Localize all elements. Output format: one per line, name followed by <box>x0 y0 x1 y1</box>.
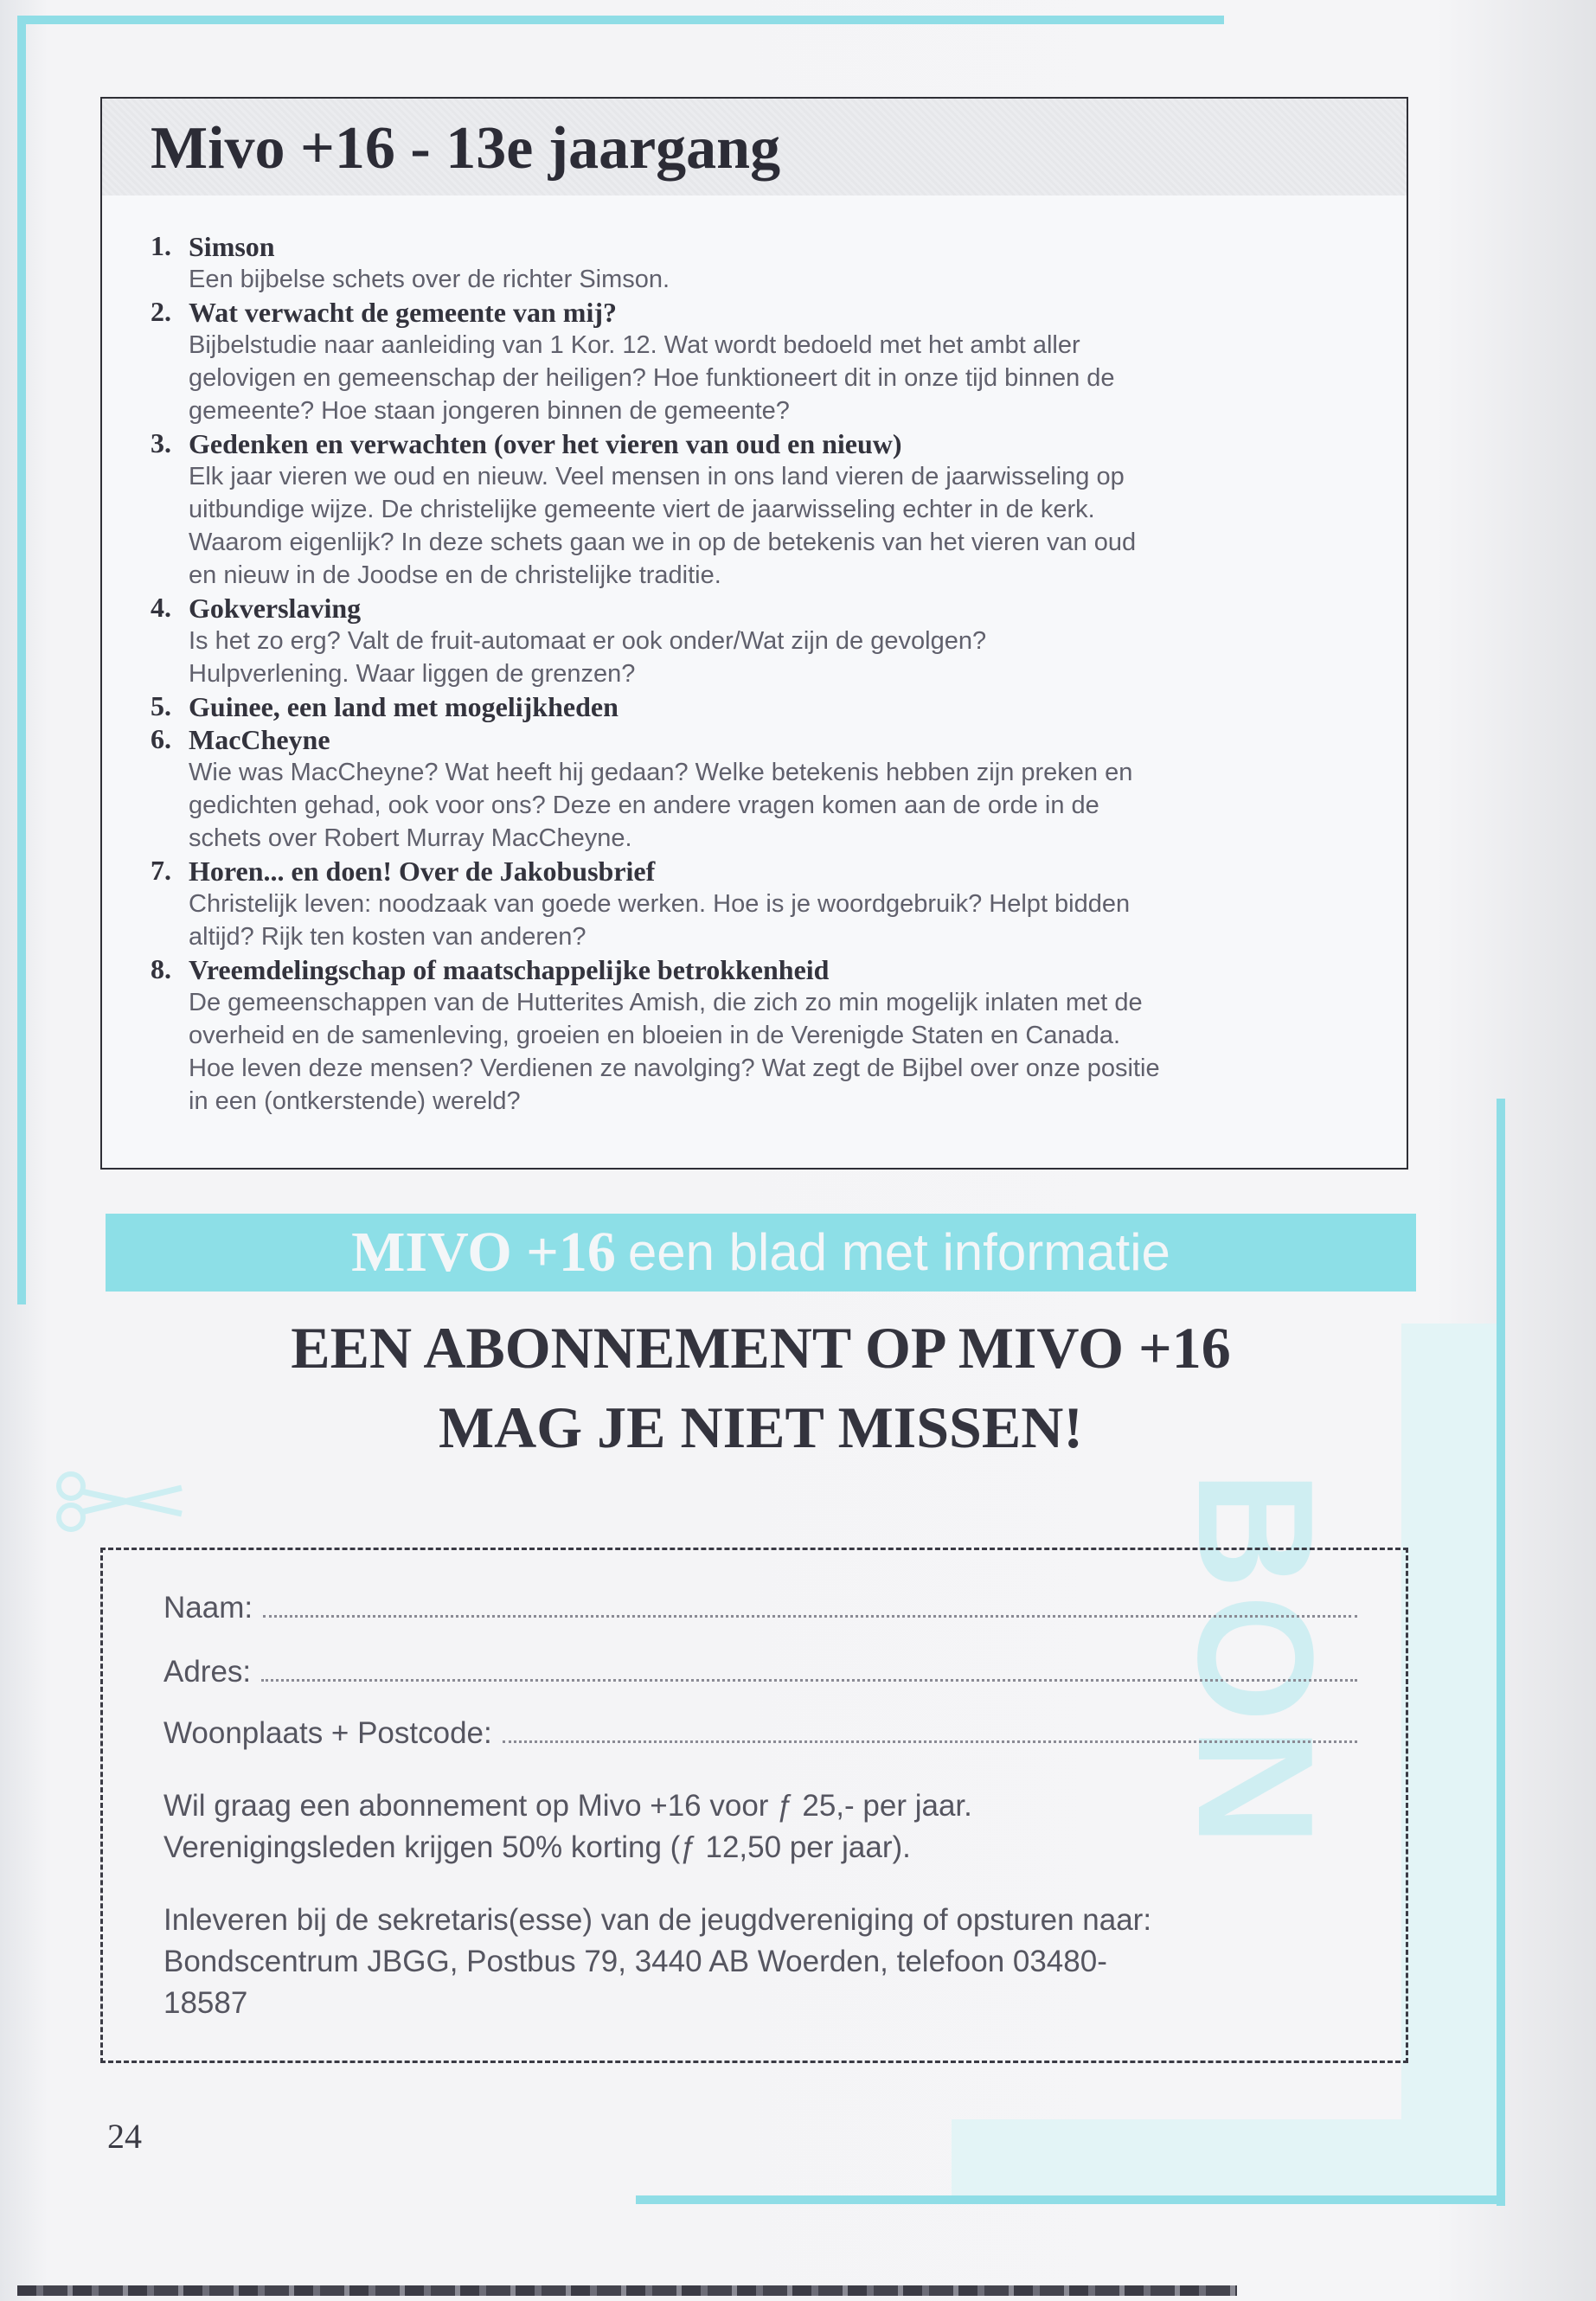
topic-number: 4. <box>151 592 171 623</box>
offer-line-2: Verenigingsleden krijgen 50% korting (ƒ 12,50 per jaar). <box>163 1830 911 1864</box>
address-field[interactable] <box>163 1650 1357 1689</box>
headline-line-1: EEN ABONNEMENT OP MIVO +16 <box>291 1315 1231 1381</box>
topic-description-line: Christelijk leven: noodzaak van goede werken. Hoe is je woordgebruik? Helpt bidden <box>189 890 1131 918</box>
address-field-label: Adres: <box>163 1655 252 1689</box>
subscription-headline <box>106 1308 1416 1467</box>
headline-line-2: MAG JE NIET MISSEN! <box>439 1394 1083 1460</box>
delivery-text <box>163 1900 1357 2024</box>
decor-panel-right <box>1401 1324 1505 2189</box>
scissors-icon <box>52 1462 190 1540</box>
bon-watermark: BON <box>1163 1471 1347 1852</box>
offer-text <box>163 1785 1357 1868</box>
topic-title: Gedenken en verwachten (over het vieren van oud en nieuw) <box>189 428 902 459</box>
scan-edge-strip <box>17 2285 1237 2296</box>
topic-number: 1. <box>151 230 171 261</box>
topic-item <box>151 296 1379 427</box>
topic-item <box>151 690 1379 723</box>
topic-description-line: Is het zo erg? Valt de fruit-automaat er ook onder/Wat zijn de gevolgen? <box>189 627 987 655</box>
topic-description-line: Wie was MacCheyne? Wat heeft hij gedaan? Welke betekenis hebben zijn preken en <box>189 759 1133 786</box>
topic-description-line: in een (ontkerstende) wereld? <box>189 1087 521 1115</box>
delivery-line-3: 18587 <box>163 1986 248 2020</box>
topic-description-line: Hoe leven deze mensen? Verdienen ze navolging? Wat zegt de Bijbel over onze positie <box>189 1054 1160 1082</box>
decor-line-left <box>17 16 26 1304</box>
topic-item <box>151 592 1379 690</box>
topic-title: Wat verwacht de gemeente van mij? <box>189 297 617 328</box>
city-postcode-field[interactable] <box>163 1711 1357 1751</box>
topic-item <box>151 953 1379 1118</box>
info-banner <box>106 1214 1416 1292</box>
topic-item <box>151 855 1379 953</box>
subscription-coupon <box>100 1548 1408 2063</box>
topic-description-line: gemeente? Hoe staan jongeren binnen de gemeente? <box>189 397 790 425</box>
topic-title: Gokverslaving <box>189 593 362 624</box>
contents-box <box>100 97 1408 1170</box>
topic-description-line: schets over Robert Murray MacCheyne. <box>189 824 632 852</box>
delivery-line-1: Inleveren bij de sekretaris(esse) van de jeugdvereniging of opsturen naar: <box>163 1903 1152 1937</box>
topic-title: MacCheyne <box>189 724 330 755</box>
address-field-line[interactable] <box>261 1679 1357 1682</box>
decor-line-top <box>17 16 1224 24</box>
decor-line-bottom <box>636 2195 1505 2204</box>
topic-item <box>151 723 1379 855</box>
banner-brand: MIVO +16 <box>351 1221 616 1284</box>
topic-list <box>151 230 1379 1118</box>
topic-description-line: en nieuw in de Joodse en de christelijke traditie. <box>189 561 721 589</box>
page-number: 24 <box>107 2117 142 2156</box>
delivery-line-2: Bondscentrum JBGG, Postbus 79, 3440 AB Woerden, telefoon 03480- <box>163 1945 1107 1978</box>
topic-title: Vreemdelingschap of maatschappelijke betrokkenheid <box>189 954 830 985</box>
topic-item <box>151 427 1379 592</box>
offer-line-1: Wil graag een abonnement op Mivo +16 voor ƒ 25,- per jaar. <box>163 1789 972 1823</box>
topic-title: Simson <box>189 231 275 262</box>
topic-title: Horen... en doen! Over de Jakobusbrief <box>189 856 656 887</box>
banner-tagline: een blad met informatie <box>627 1223 1170 1281</box>
topic-description-line: overheid en de samenleving, groeien en bloeien in de Verenigde Staten en Canada. <box>189 1022 1121 1049</box>
topic-number: 7. <box>151 855 171 886</box>
topic-description-line: De gemeenschappen van de Hutterites Amish, die zich zo min mogelijk inlaten met de <box>189 989 1143 1016</box>
topic-number: 2. <box>151 296 171 327</box>
topic-number: 5. <box>151 690 171 721</box>
city-postcode-field-line[interactable] <box>503 1740 1357 1743</box>
topic-number: 8. <box>151 953 171 984</box>
topic-description-line: Elk jaar vieren we oud en nieuw. Veel mensen in ons land vieren de jaarwisseling op <box>189 463 1125 490</box>
topic-number: 3. <box>151 427 171 458</box>
topic-description-line: uitbundige wijze. De christelijke gemeente viert de jaarwisseling echter in de kerk. <box>189 496 1095 523</box>
name-field[interactable] <box>163 1586 1357 1625</box>
topic-description-line: gedichten gehad, ook voor ons? Deze en andere vragen komen aan de orde in de <box>189 792 1099 819</box>
name-field-label: Naam: <box>163 1591 253 1625</box>
topic-item <box>151 230 1379 296</box>
decor-line-right <box>1497 1099 1505 2206</box>
topic-description-line: gelovigen en gemeenschap der heiligen? Hoe funktioneert dit in onze tijd binnen de <box>189 364 1115 392</box>
name-field-line[interactable] <box>263 1615 1357 1618</box>
topic-description-line: Hulpverlening. Waar liggen de grenzen? <box>189 660 636 688</box>
topic-number: 6. <box>151 723 171 754</box>
topic-description-line: Bijbelstudie naar aanleiding van 1 Kor. 12. Wat wordt bedoeld met het ambt aller <box>189 331 1080 359</box>
topic-description-line: Een bijbelse schets over de richter Simson. <box>189 266 670 293</box>
city-postcode-field-label: Woonplaats + Postcode: <box>163 1716 492 1750</box>
topic-description-line: altijd? Rijk ten kosten van anderen? <box>189 923 586 951</box>
decor-panel-bottom <box>952 2119 1505 2197</box>
contents-title: Mivo +16 - 13e jaargang <box>151 115 781 182</box>
topic-title: Guinee, een land met mogelijkheden <box>189 691 619 722</box>
topic-description-line: Waarom eigenlijk? In deze schets gaan we in op de betekenis van het vieren van oud <box>189 529 1137 556</box>
